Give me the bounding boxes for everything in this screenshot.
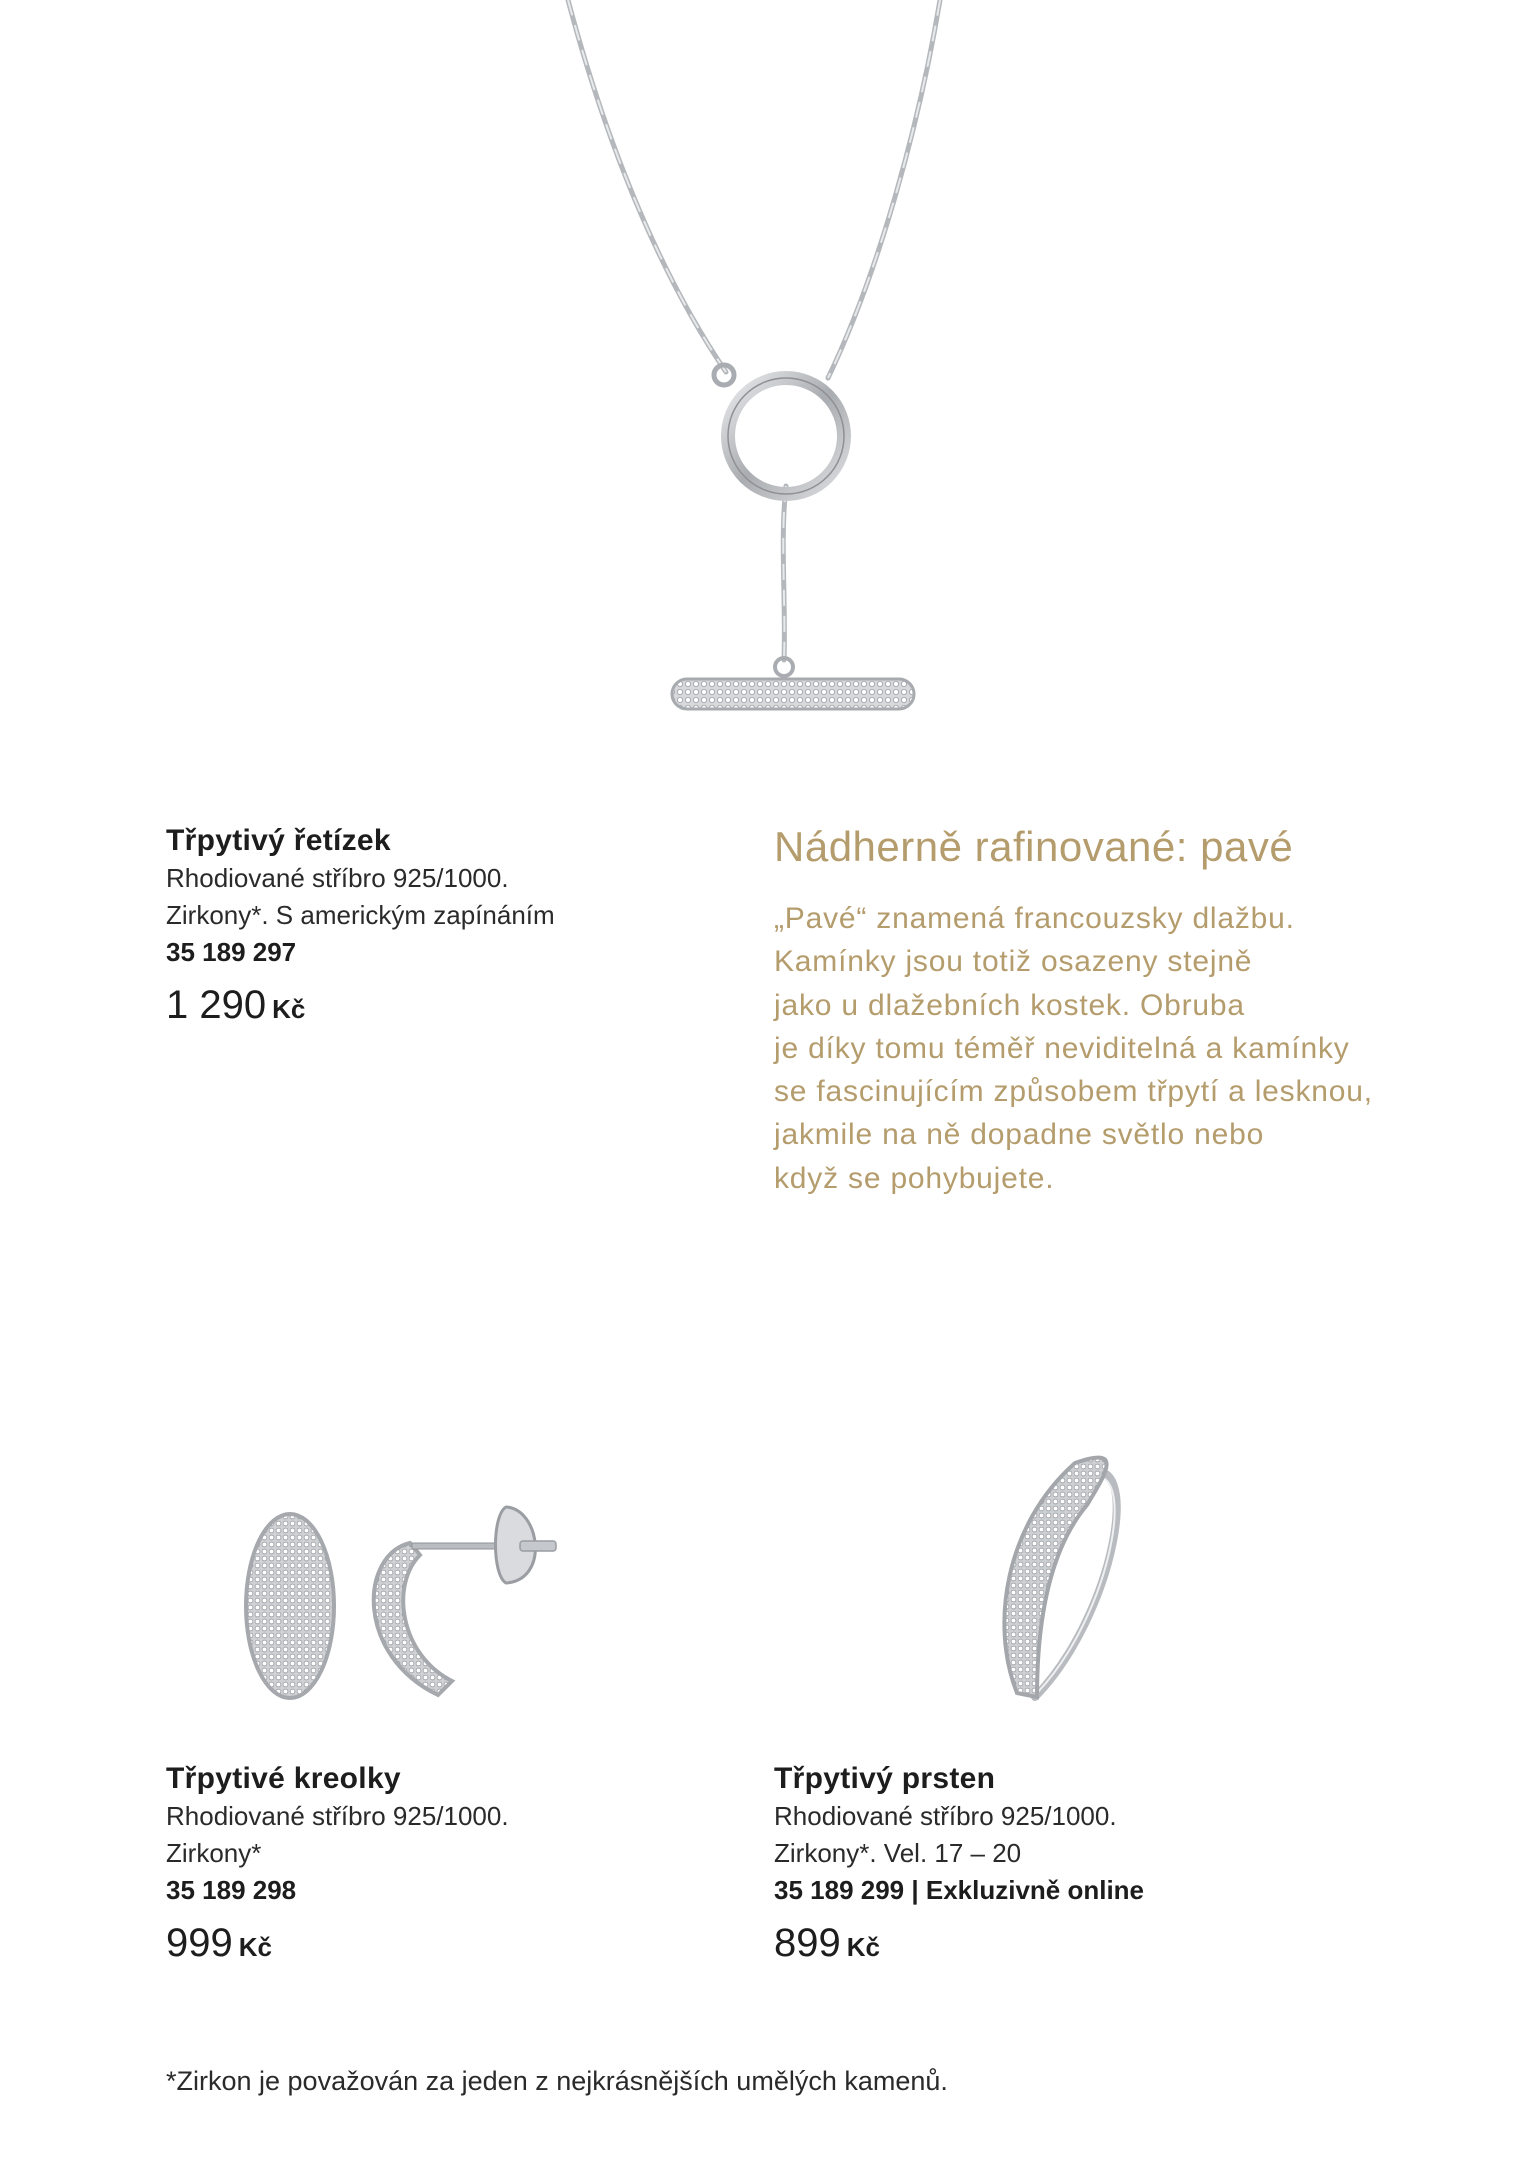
product-material: Rhodiované stříbro 925/1000. <box>166 1801 509 1831</box>
product-price <box>774 1919 1394 1971</box>
product-material: Rhodiované stříbro 925/1000. <box>166 863 509 893</box>
price-value: 999 <box>166 1921 233 1965</box>
product-earrings <box>166 1760 786 1971</box>
product-title: Třpytivý řetízek <box>166 824 391 857</box>
feature-line: „Pavé“ znamená francouzsky dlažbu. <box>774 902 1295 935</box>
price-currency: Kč <box>272 994 306 1024</box>
product-title: Třpytivé kreolky <box>166 1762 401 1795</box>
ring-icon <box>975 1435 1155 1735</box>
feature-line: je díky tomu téměř neviditelná a kamínky <box>774 1031 1350 1065</box>
feature-line: Kamínky jsou totiž osazeny stejně <box>774 945 1253 979</box>
price-currency: Kč <box>846 1932 880 1962</box>
feature-line: když se pohybujete. <box>774 1161 1055 1195</box>
price-value: 899 <box>774 1921 841 1965</box>
price-currency: Kč <box>238 1932 272 1962</box>
feature-line: se fascinujícím způsobem třpytí a lesknou, <box>774 1075 1373 1109</box>
product-details: Zirkony*. Vel. 17 – 20 <box>774 1838 1022 1868</box>
product-price <box>166 981 786 1033</box>
price-value: 1 290 <box>166 983 267 1027</box>
necklace-icon <box>540 0 980 730</box>
feature-block <box>774 821 1494 1200</box>
product-price <box>166 1919 786 1971</box>
earrings-icon <box>240 1485 570 1705</box>
footnote: *Zirkon je považován za jeden z nejkrásnějších umělých kamenů. <box>166 2066 948 2096</box>
feature-heading: Nádherně rafinované: pavé <box>774 823 1294 870</box>
product-code: 35 189 297 <box>166 937 297 967</box>
feature-line: jakmile na ně dopadne světlo nebo <box>774 1118 1265 1152</box>
product-title: Třpytivý prsten <box>774 1762 996 1795</box>
feature-line: jako u dlažebních kostek. Obruba <box>774 988 1245 1022</box>
feature-paragraph <box>774 897 1494 1200</box>
product-details: Zirkony*. S americkým zapínáním <box>166 900 555 930</box>
product-necklace <box>166 822 786 1033</box>
product-details: Zirkony* <box>166 1838 262 1868</box>
product-code: 35 189 298 <box>166 1875 297 1905</box>
product-code: 35 189 299 | Exkluzivně online <box>774 1875 1145 1905</box>
product-ring <box>774 1760 1394 1971</box>
product-material: Rhodiované stříbro 925/1000. <box>774 1801 1117 1831</box>
